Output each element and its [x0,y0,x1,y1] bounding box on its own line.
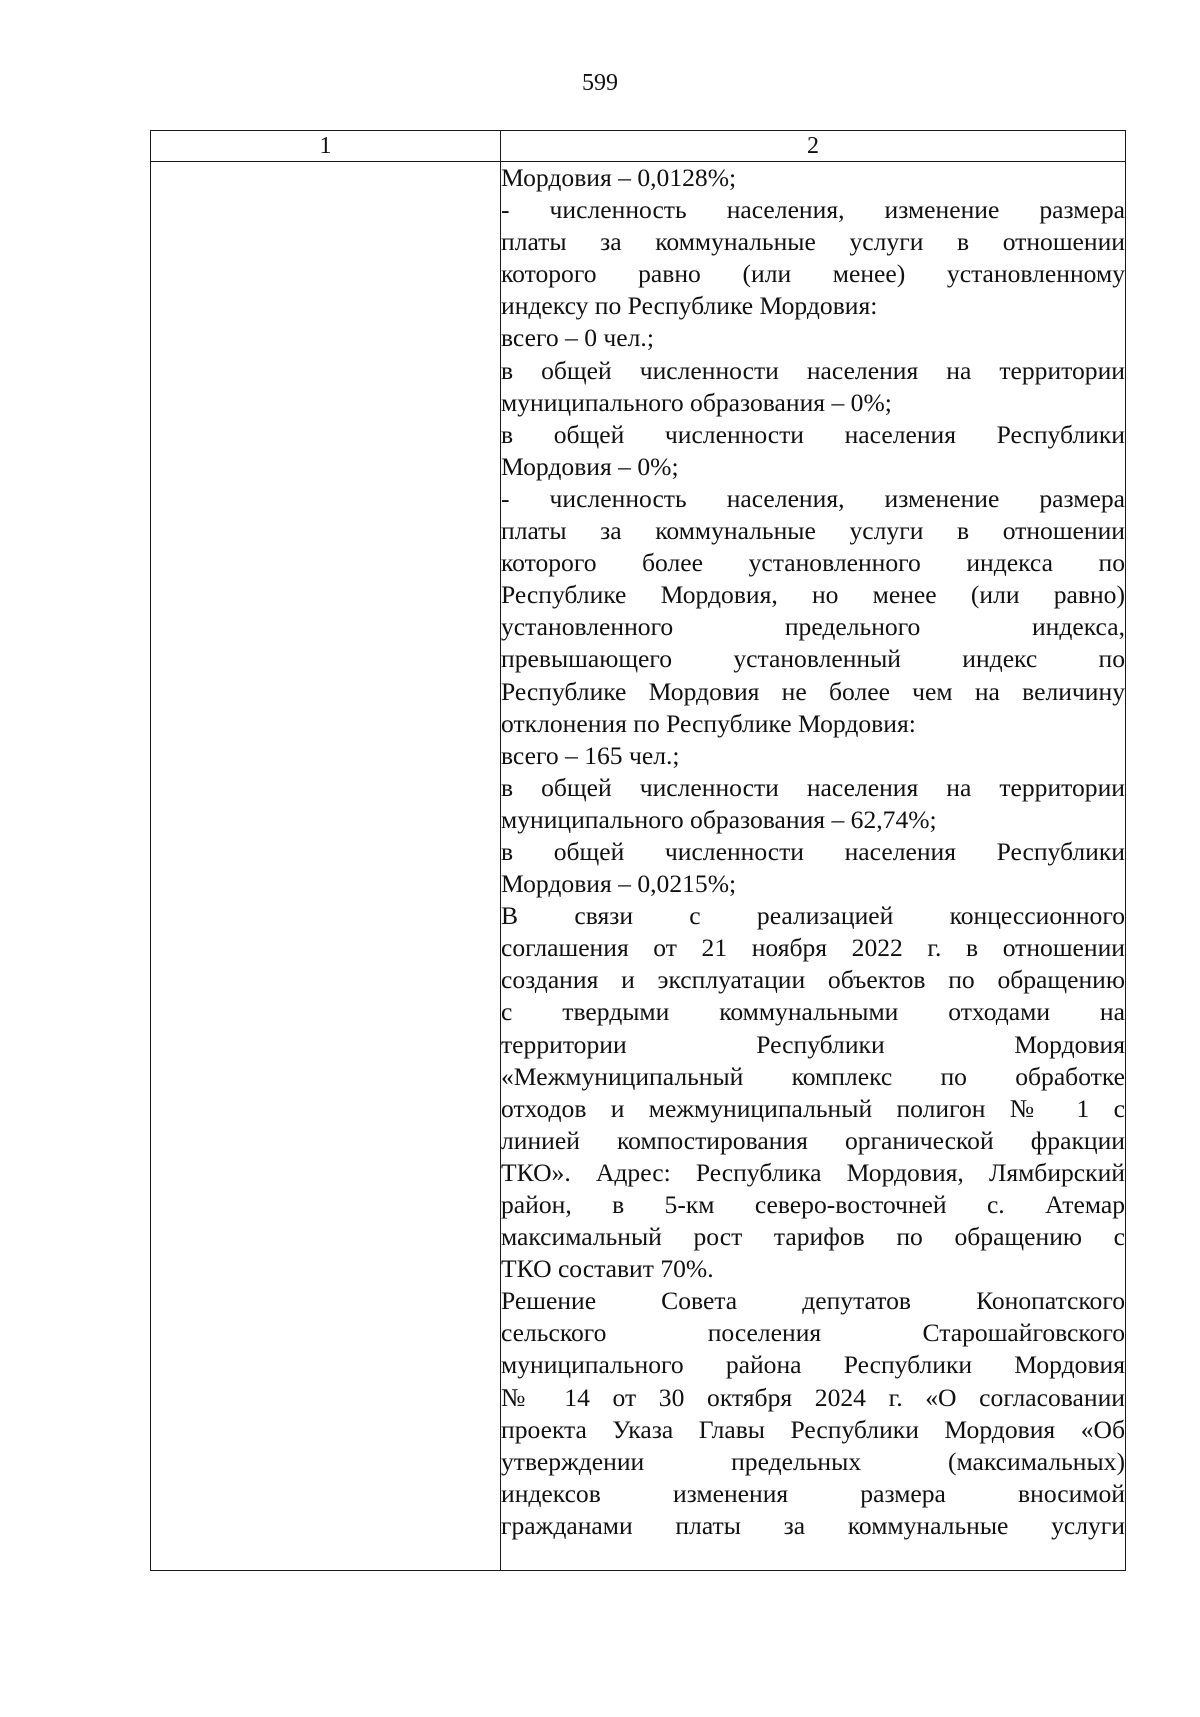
text-line: индексов изменения размера вносимой [501,1478,1125,1508]
column-1-header: 1 [151,131,501,162]
document-table [150,130,1126,1571]
text-line: отклонения по Республике Мордовия: [501,708,916,738]
text-line: линией компостирования органической фракции [501,1125,1125,1155]
text-line: в общей численности населения Республики [501,836,1125,866]
text-line: всего – 165 чел.; [501,740,680,770]
text-line: район, в 5-км северо-восточней с. Атемар [501,1190,1125,1219]
text-line: Республике Мордовия не более чем на величину [501,676,1125,706]
text-line: соглашения от 21 ноября 2022 г. в отношении [501,933,1125,963]
text-line: ТКО составит 70%. [501,1254,714,1284]
table-header-row [151,131,1126,162]
text-line: гражданами платы за коммунальные услуги [501,1510,1125,1540]
text-line: Мордовия – 0,0128%; [501,163,737,192]
column-1-cell [151,162,501,1571]
text-line: превышающего установленный индекс по [501,644,1125,674]
text-line: муниципального образования – 0%; [501,387,892,417]
text-line: платы за коммунальные услуги в отношении [501,227,1125,257]
text-line: «Межмуниципальный комплекс по обработке [501,1061,1125,1091]
text-line: платы за коммунальные услуги в отношении [501,516,1125,546]
text-line: отходов и межмуниципальный полигон № 1 с [501,1093,1125,1123]
text-line: в общей численности населения Республики [501,419,1125,449]
text-line: индексу по Республике Мордовия: [501,291,878,321]
text-line: муниципального образования – 62,74%; [501,804,937,834]
text-line: которого более установленного индекса по [501,548,1125,578]
column-2-header: 2 [501,131,1126,162]
text-line: с твердыми коммунальными отходами на [501,997,1125,1027]
table-body-row [151,162,1126,1571]
text-line: территории Республики Мордовия [501,1029,1125,1059]
text-line: утверждении предельных (максимальных) [501,1446,1125,1476]
text-line: установленного предельного индекса, [501,612,1125,642]
text-line: Мордовия – 0,0215%; [501,869,737,899]
text-line: муниципального района Республики Мордовия [501,1350,1125,1380]
text-line: в общей численности населения на территории [501,355,1125,385]
text-line: создания и эксплуатации объектов по обращению [501,965,1125,995]
text-line: - численность населения, изменение размера [501,483,1125,513]
text-line: В связи с реализацией концессионного [501,901,1125,931]
text-line: в общей численности населения на территории [501,772,1125,802]
text-line: максимальный рост тарифов по обращению с [501,1222,1125,1252]
column-2-cell [501,162,1126,1571]
text-line: - численность населения, изменение размера [501,195,1125,225]
text-line: Республике Мордовия, но менее (или равно) [501,580,1125,610]
text-line: Решение Совета депутатов Конопатского [501,1286,1125,1316]
text-line: которого равно (или менее) установленному [501,259,1125,289]
text-line: проекта Указа Главы Республики Мордовия «Об [501,1414,1125,1444]
cell-text [501,162,1125,1542]
text-line: сельского поселения Старошайговского [501,1318,1125,1348]
page-number: 599 [582,70,618,96]
text-line: № 14 от 30 октября 2024 г. «О согласовании [501,1382,1125,1412]
text-line: ТКО». Адрес: Республика Мордовия, Лямбирский [501,1157,1125,1187]
text-line: Мордовия – 0%; [501,451,679,481]
text-line: всего – 0 чел.; [501,323,654,353]
